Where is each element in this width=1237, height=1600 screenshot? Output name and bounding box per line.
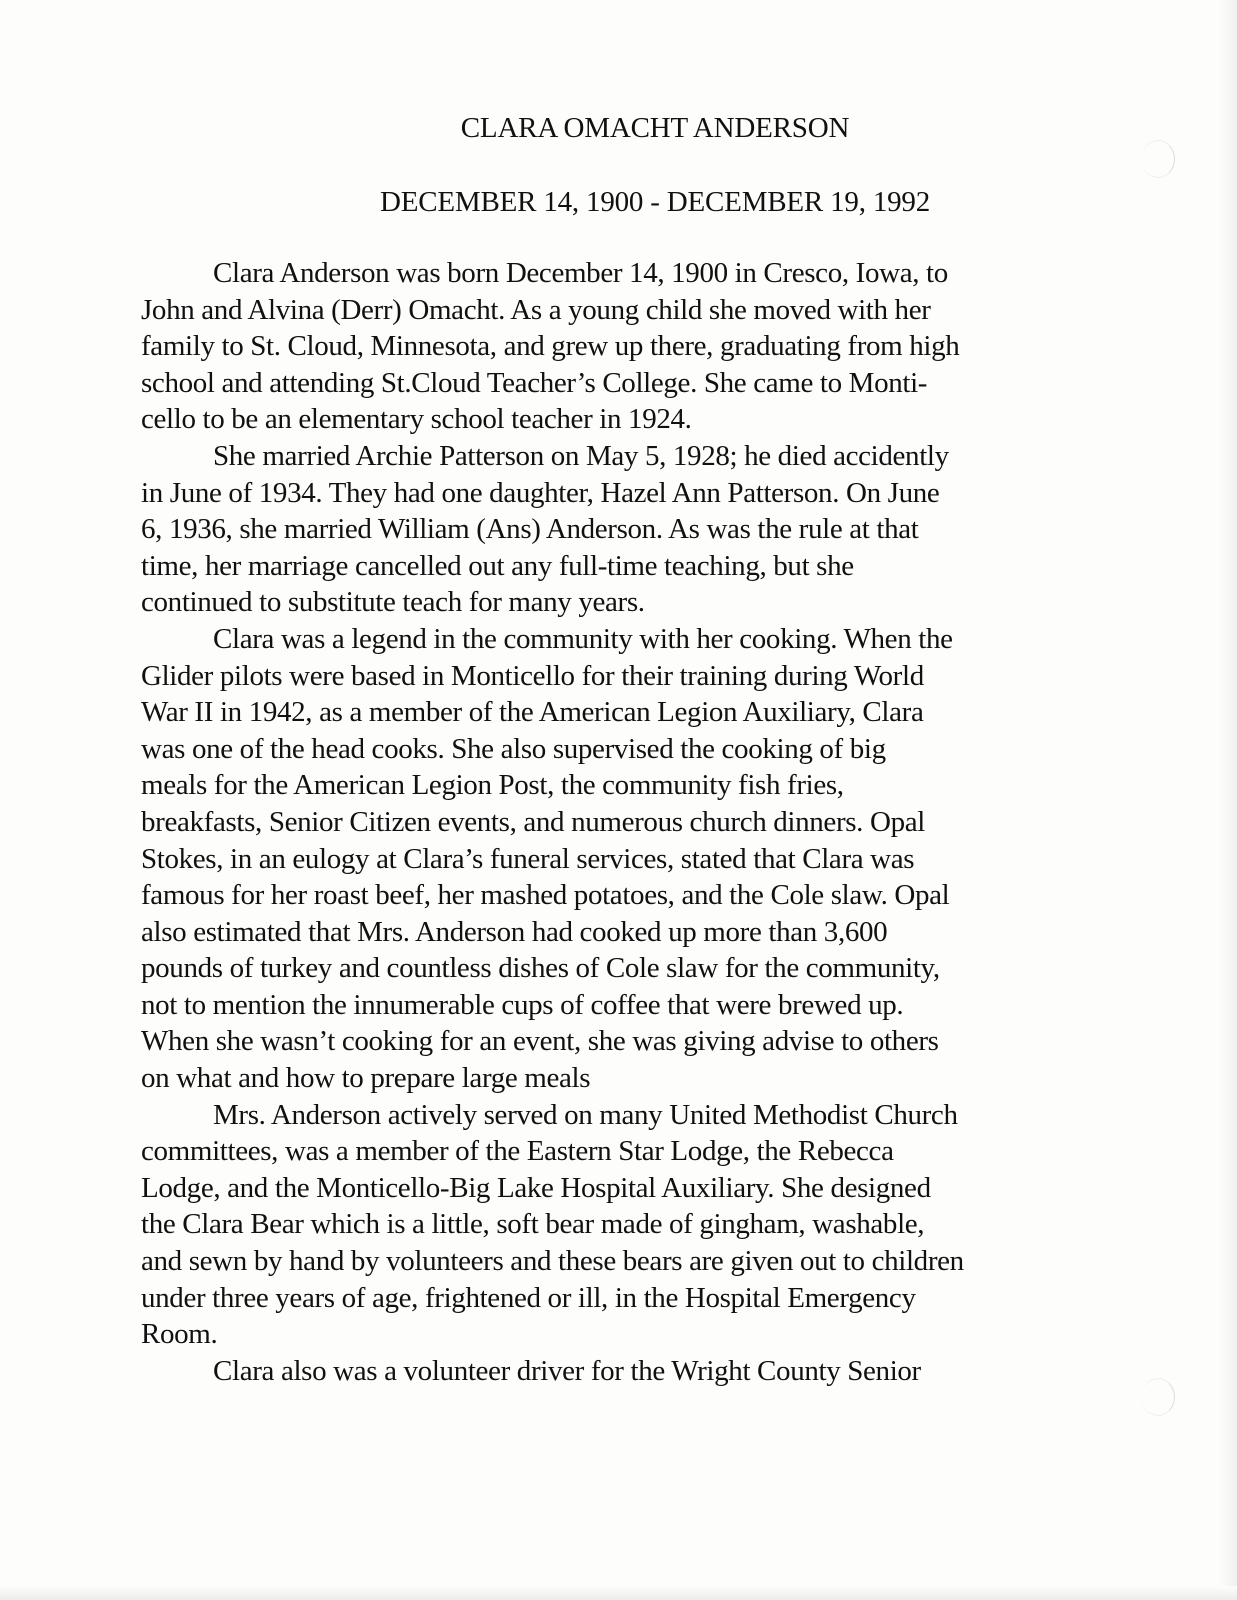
page-edge-shadow xyxy=(1219,0,1237,1600)
text-line: She married Archie Patterson on May 5, 1928; he died accidently xyxy=(213,439,949,472)
text-line: the Clara Bear which is a little, soft bear made of gingham, washable, xyxy=(141,1208,925,1241)
text-line: and sewn by hand by volunteers and these bears are given out to children xyxy=(141,1245,964,1278)
text-line: Glider pilots were based in Monticello for their training during World xyxy=(141,659,924,692)
text-line: meals for the American Legion Post, the community fish fries, xyxy=(141,769,844,802)
text-line: Stokes, in an eulogy at Clara’s funeral services, stated that Clara was xyxy=(141,842,915,875)
biography-text xyxy=(141,255,1076,1389)
text-line: was one of the head cooks. She also supervised the cooking of big xyxy=(141,732,886,765)
text-line: When she wasn’t cooking for an event, she was giving advise to others xyxy=(141,1025,939,1058)
text-line: John and Alvina (Derr) Omacht. As a young child she moved with her xyxy=(141,293,931,326)
text-line: continued to substitute teach for many years. xyxy=(141,586,645,619)
text-line: pounds of turkey and countless dishes of Cole slaw for the community, xyxy=(141,952,940,985)
text-line: Clara also was a volunteer driver for the Wright County Senior xyxy=(213,1354,921,1387)
text-line: Room. xyxy=(141,1318,218,1351)
text-line: famous for her roast beef, her mashed potatoes, and the Cole slaw. Opal xyxy=(141,879,950,912)
text-line: breakfasts, Senior Citizen events, and numerous church dinners. Opal xyxy=(141,805,925,838)
page-bottom-shadow xyxy=(0,1586,1237,1600)
text-line: under three years of age, frightened or ill, in the Hospital Emergency xyxy=(141,1281,916,1314)
document-title: CLARA OMACHT ANDERSON xyxy=(460,112,850,144)
punch-hole-bottom xyxy=(1141,1378,1175,1416)
text-line: committees, was a member of the Eastern Star Lodge, the Rebecca xyxy=(141,1135,894,1168)
text-line: 6, 1936, she married William (Ans) Anderson. As was the rule at that xyxy=(141,513,919,546)
text-line: War II in 1942, as a member of the American Legion Auxiliary, Clara xyxy=(141,696,924,729)
text-line: Lodge, and the Monticello-Big Lake Hospital Auxiliary. She designed xyxy=(141,1171,931,1204)
text-line: not to mention the innumerable cups of coffee that were brewed up. xyxy=(141,988,904,1021)
text-line: on what and how to prepare large meals xyxy=(141,1062,591,1095)
text-line: Mrs. Anderson actively served on many United Methodist Church xyxy=(213,1098,958,1131)
text-line: in June of 1934. They had one daughter, Hazel Ann Patterson. On June xyxy=(141,476,940,509)
text-line: Clara was a legend in the community with her cooking. When the xyxy=(213,622,953,655)
text-line: school and attending St.Cloud Teacher’s College. She came to Monti- xyxy=(141,366,928,399)
text-line: time, her marriage cancelled out any full-time teaching, but she xyxy=(141,549,854,582)
life-dates: DECEMBER 14, 1900 - DECEMBER 19, 1992 xyxy=(379,186,931,218)
text-line: family to St. Cloud, Minnesota, and grew up there, graduating from high xyxy=(141,330,960,363)
punch-hole-top xyxy=(1141,140,1175,178)
text-line: Clara Anderson was born December 14, 1900 in Cresco, Iowa, to xyxy=(213,257,948,289)
text-line: cello to be an elementary school teacher in 1924. xyxy=(141,403,692,436)
text-line: also estimated that Mrs. Anderson had cooked up more than 3,600 xyxy=(141,915,888,948)
